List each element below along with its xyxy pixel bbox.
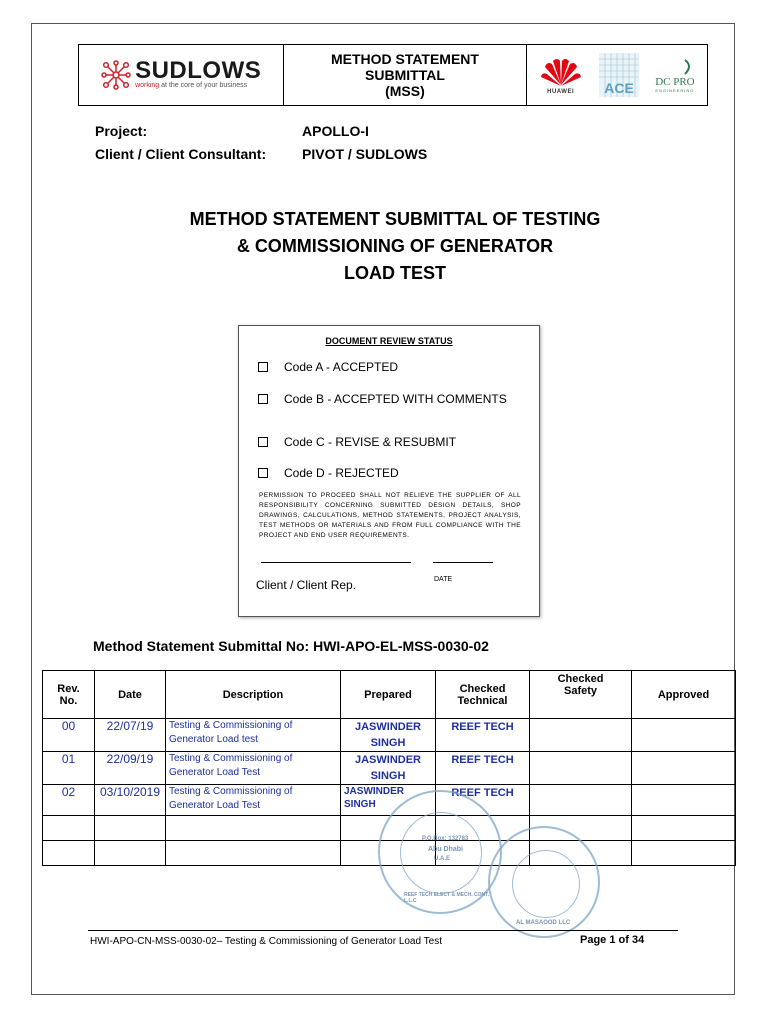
desc-line: Generator Load Test [169, 800, 260, 811]
date-line [433, 562, 493, 563]
header-date: Date [95, 671, 166, 719]
empty-cell [166, 841, 341, 866]
desc-line: Generator Load test [169, 734, 258, 745]
sudlows-logo-cell [79, 45, 284, 105]
stamp-inner-ring [400, 812, 482, 894]
code-d-label: Code D - REJECTED [284, 466, 399, 480]
empty-cell [95, 841, 166, 866]
table-row [43, 752, 736, 785]
review-code-b[interactable] [258, 392, 507, 406]
checkbox-code-c[interactable] [258, 437, 268, 447]
stamp-text: P.O.Box: 132783 [422, 836, 469, 842]
project-value: APOLLO-I [302, 123, 369, 139]
header-prepared: Prepared [341, 671, 436, 719]
cell-date: 03/10/2019 [95, 785, 166, 816]
checkbox-code-b[interactable] [258, 394, 268, 404]
cell-checked-technical: REEF TECH [436, 752, 530, 785]
cell-checked-technical: REEF TECH [436, 719, 530, 752]
stamp-text: Abu Dhabi [428, 846, 463, 853]
stamp-text: AL MASAOOD LLC [516, 920, 571, 926]
title-line: METHOD STATEMENT SUBMITTAL OF TESTING [189, 209, 601, 229]
code-b-label: Code B - ACCEPTED WITH COMMENTS [284, 392, 507, 406]
cell-checked-safety [530, 719, 632, 752]
cell-date: 22/09/19 [95, 752, 166, 785]
header-checked-safety [530, 671, 632, 719]
cell-description [166, 752, 341, 785]
title-line: & COMMISSIONING OF GENERATOR [236, 236, 554, 256]
review-code-c[interactable] [258, 435, 456, 449]
huawei-label: HUAWEI [547, 89, 575, 95]
prep-line: JASWINDER [354, 721, 421, 733]
project-label: Project: [95, 123, 148, 139]
header-ct-line: Technical [457, 694, 508, 707]
header-ct-line: Checked [459, 682, 506, 695]
dcpro-sub: ENGINEERING [655, 87, 695, 93]
empty-cell [95, 816, 166, 841]
company-tagline [135, 82, 261, 90]
desc-line: Testing & Commissioning of [169, 720, 293, 731]
ace-logo [599, 53, 639, 97]
dcpro-leaf-icon [655, 58, 695, 76]
prep-line: JASWINDER [354, 754, 421, 766]
footer-divider [88, 930, 678, 931]
huawei-logo [539, 55, 583, 95]
dcpro-logo [655, 58, 695, 93]
header-description: Description [166, 671, 341, 719]
cell-prepared [341, 752, 436, 785]
client-rep-label: Client / Client Rep. [256, 578, 357, 592]
company-stamp [488, 826, 600, 938]
company-stamp [378, 790, 502, 914]
stamp-inner-ring [512, 850, 580, 918]
ace-label: ACE [603, 80, 634, 96]
cell-rev: 00 [43, 719, 95, 752]
header-approved: Approved [632, 671, 736, 719]
table-header-row [43, 671, 736, 719]
footer-document-ref: HWI-APO-CN-MSS-0030-02– Testing & Commissioning of Generator Load Test [90, 936, 442, 947]
client-value: PIVOT / SUDLOWS [302, 146, 428, 162]
header-title-line: (MSS) [385, 83, 425, 99]
table-row [43, 719, 736, 752]
header-cs-line: Safety [563, 685, 598, 697]
header-cs-line: Checked [557, 673, 604, 685]
stamp-text: U.A.E [434, 856, 451, 862]
desc-line: Generator Load Test [169, 767, 260, 778]
tagline-rest: at the core of your business [161, 82, 248, 89]
cell-approved [632, 719, 736, 752]
header-title [284, 45, 526, 105]
cell-approved [632, 752, 736, 785]
review-note: PERMISSION TO PROCEED SHALL NOT RELIEVE THE SUPPLIER OF ALL RESPONSIBILITY CONCERNING SUBMITTED DESIGN DETAILS, SHOP DRAWINGS, CALCULATIONS, METHOD STATEMENTS, PROJECT ANALYSIS, TEST METHODS OR MATERIALS AND FROM FULL COMPLIANCE WITH THE PROJECT AND END USER REQUIREMENTS. [259, 492, 521, 539]
code-c-label: Code C - REVISE & RESUBMIT [284, 435, 457, 449]
submittal-number: Method Statement Submittal No: HWI-APO-EL-MSS-0030-02 [93, 638, 489, 654]
header-rev-line: Rev. [57, 682, 80, 695]
code-a-label: Code A - ACCEPTED [284, 360, 399, 374]
company-name: SUDLOWS [135, 57, 262, 84]
document-review-status-box [238, 325, 540, 617]
checkbox-code-a[interactable] [258, 362, 268, 372]
empty-cell [43, 816, 95, 841]
footer-page-number: Page 1 of 34 [580, 934, 645, 946]
review-heading: DOCUMENT REVIEW STATUS [325, 336, 453, 346]
sudlows-network-icon [101, 60, 131, 90]
cell-date: 22/07/19 [95, 719, 166, 752]
table-row [43, 785, 736, 816]
huawei-petals-icon [539, 55, 583, 89]
cell-description [166, 785, 341, 816]
cell-checked-safety [530, 752, 632, 785]
prep-line: JASWINDER [344, 786, 405, 797]
prep-line: SINGH [344, 799, 376, 810]
desc-line: Testing & Commissioning of [169, 753, 293, 764]
cell-prepared [341, 719, 436, 752]
empty-cell [632, 841, 736, 866]
header-rev [43, 671, 95, 719]
cell-checked-safety [530, 785, 632, 816]
cell-checked-technical: REEF TECH [436, 785, 530, 816]
partner-logos [527, 45, 707, 105]
header-checked-technical [436, 671, 530, 719]
tagline-red: working [135, 82, 160, 89]
desc-line: Testing & Commissioning of [169, 786, 293, 797]
header-title-line: METHOD STATEMENT [330, 51, 479, 67]
checkbox-code-d[interactable] [258, 468, 268, 478]
cell-rev: 01 [43, 752, 95, 785]
stamp-text: REEF TECH ELECT & MECH. CONT. L.L.C [404, 892, 490, 904]
empty-cell [632, 816, 736, 841]
cell-rev: 02 [43, 785, 95, 816]
cell-approved [632, 785, 736, 816]
date-label: DATE [434, 576, 453, 583]
review-code-d[interactable] [258, 466, 399, 480]
title-line: LOAD TEST [344, 263, 446, 283]
empty-cell [166, 816, 341, 841]
document-header [78, 44, 708, 106]
signature-line [261, 562, 411, 563]
sudlows-logo [101, 57, 262, 90]
ace-grid-icon [599, 53, 639, 97]
prep-line: SINGH [370, 737, 406, 749]
dcpro-label: DC PRO [655, 75, 695, 88]
header-title-line: SUBMITTAL [365, 67, 445, 83]
document-title [110, 206, 680, 287]
cell-description [166, 719, 341, 752]
prep-line: SINGH [370, 770, 406, 782]
empty-cell [43, 841, 95, 866]
review-code-a[interactable] [258, 360, 398, 374]
client-label: Client / Client Consultant: [95, 146, 267, 162]
header-rev-line: No. [59, 694, 78, 707]
